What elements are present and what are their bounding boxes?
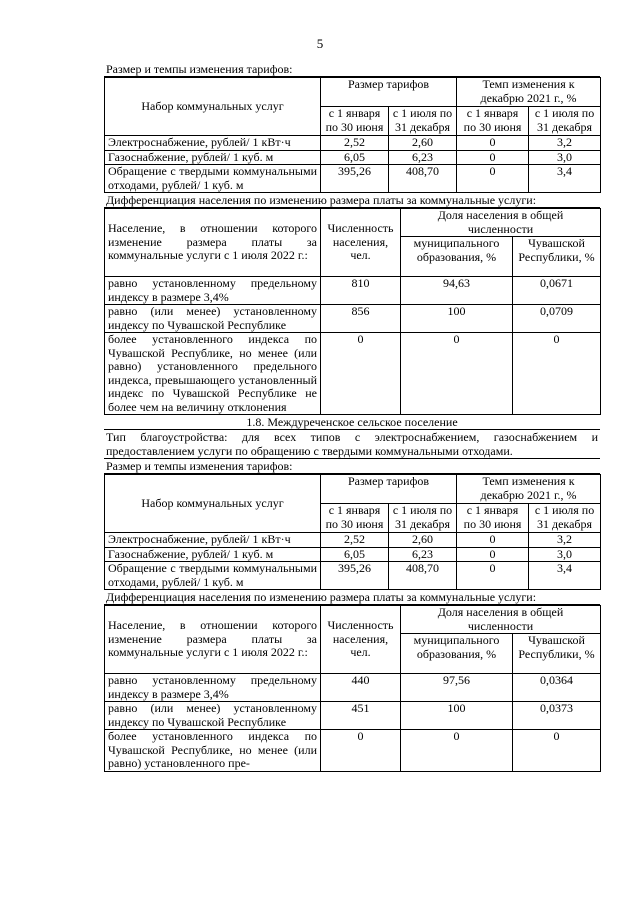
table-row	[105, 165, 601, 193]
cell: 0	[401, 730, 513, 772]
col-change-rate-header: Темп изменения к декабрю 2021 г., %	[457, 78, 601, 107]
table-row	[105, 674, 601, 702]
cell: 440	[321, 674, 401, 702]
tariff-table	[104, 77, 601, 193]
cell: 3,4	[529, 562, 601, 590]
col-from-jul: с 1 июля по 31 декабря	[389, 504, 457, 533]
cell: 0	[457, 547, 529, 562]
cell: 0	[513, 333, 601, 415]
cell: 810	[321, 277, 401, 305]
col-from-jan: с 1 января по 30 июня	[321, 504, 389, 533]
row-equal-label: равно установленному предельному индексу в размере 3,4%	[105, 674, 321, 702]
row-equal-label: равно установленному предельному индексу в размере 3,4%	[105, 277, 321, 305]
cell: 0	[457, 533, 529, 548]
cell: 94,63	[401, 277, 513, 305]
col-count-header: Численность населения, чел.	[321, 606, 401, 674]
col-republic-header: Чувашской Республики, %	[513, 237, 601, 277]
cell: 3,4	[529, 165, 601, 193]
row-waste-label: Обращение с твердыми коммунальными отходами, рублей/ 1 куб. м	[105, 165, 321, 193]
row-more-label: более установленного индекса по Чувашской Республике, но менее (или равно) установленного предельного индекса, превышающего установленный индекс по Чувашской Республике не более чем на величину отклонения	[105, 333, 321, 415]
col-count-header: Численность населения, чел.	[321, 209, 401, 277]
col-share-header: Доля населения в общей численности	[401, 606, 601, 634]
cell: 0	[321, 333, 401, 415]
table-row	[105, 136, 601, 151]
row-electric-label: Электроснабжение, рублей/ 1 кВт·ч	[105, 533, 321, 548]
cell: 100	[401, 702, 513, 730]
col-change-rate-header: Темп изменения к декабрю 2021 г., %	[457, 475, 601, 504]
cell: 451	[321, 702, 401, 730]
cell: 408,70	[389, 165, 457, 193]
page-number: 5	[316, 36, 324, 51]
tariff-table	[104, 474, 601, 590]
cell: 395,26	[321, 165, 389, 193]
cell: 6,23	[389, 547, 457, 562]
cell: 0,0671	[513, 277, 601, 305]
col-municipal-header: муниципального образования, %	[401, 237, 513, 277]
col-tariff-size-header: Размер тарифов	[321, 78, 457, 107]
col-share-header: Доля населения в общей численности	[401, 209, 601, 237]
diff-caption: Дифференциация населения по изменению размера платы за коммунальные услуги:	[104, 193, 600, 208]
row-waste-label: Обращение с твердыми коммунальными отходами, рублей/ 1 куб. м	[105, 562, 321, 590]
table-row	[105, 533, 601, 548]
cell: 6,05	[321, 547, 389, 562]
cell: 0	[457, 562, 529, 590]
cell: 0	[401, 333, 513, 415]
cell: 395,26	[321, 562, 389, 590]
col-tariff-size-header: Размер тарифов	[321, 475, 457, 504]
diff-table	[104, 208, 601, 415]
cell: 97,56	[401, 674, 513, 702]
section-heading: 1.8. Междуреченское сельское поселение	[104, 415, 600, 430]
cell: 100	[401, 305, 513, 333]
tariff-caption: Размер и темпы изменения тарифов:	[104, 62, 600, 77]
cell: 3,0	[529, 547, 601, 562]
col-from-jul: с 1 июля по 31 декабря	[529, 107, 601, 136]
row-more-label: более установленного индекса по Чувашской Республике, но менее (или равно) установленного пре-	[105, 730, 321, 772]
col-service-header: Набор коммунальных услуг	[105, 475, 321, 533]
table-row	[105, 150, 601, 165]
col-service-header: Набор коммунальных услуг	[105, 78, 321, 136]
cell: 6,23	[389, 150, 457, 165]
table-row	[105, 562, 601, 590]
col-from-jul: с 1 июля по 31 декабря	[529, 504, 601, 533]
cell: 0	[321, 730, 401, 772]
tariff-caption: Размер и темпы изменения тарифов:	[104, 458, 600, 474]
cell: 2,60	[389, 136, 457, 151]
cell: 2,52	[321, 136, 389, 151]
diff-table	[104, 605, 601, 772]
document-body	[104, 62, 600, 772]
cell: 856	[321, 305, 401, 333]
diff-caption: Дифференциация населения по изменению размера платы за коммунальные услуги:	[104, 590, 600, 605]
cell: 2,60	[389, 533, 457, 548]
cell: 0,0373	[513, 702, 601, 730]
cell: 3,0	[529, 150, 601, 165]
cell: 0	[457, 136, 529, 151]
cell: 0	[513, 730, 601, 772]
table-row	[105, 277, 601, 305]
col-republic-header: Чувашской Республики, %	[513, 634, 601, 674]
col-municipal-header: муниципального образования, %	[401, 634, 513, 674]
cell: 0	[457, 150, 529, 165]
table-row	[105, 702, 601, 730]
table-row	[105, 730, 601, 772]
row-gas-label: Газоснабжение, рублей/ 1 куб. м	[105, 150, 321, 165]
table-row	[105, 547, 601, 562]
cell: 0,0709	[513, 305, 601, 333]
table-row	[105, 305, 601, 333]
cell: 3,2	[529, 533, 601, 548]
cell: 6,05	[321, 150, 389, 165]
col-population-header: Население, в отношении которого изменение размера платы за коммунальные услуги с 1 июля 2022 г.:	[105, 606, 321, 674]
row-gas-label: Газоснабжение, рублей/ 1 куб. м	[105, 547, 321, 562]
col-from-jan: с 1 января по 30 июня	[457, 504, 529, 533]
cell: 3,2	[529, 136, 601, 151]
col-population-header: Население, в отношении которого изменение размера платы за коммунальные услуги с 1 июля 2022 г.:	[105, 209, 321, 277]
cell: 0	[457, 165, 529, 193]
cell: 0,0364	[513, 674, 601, 702]
row-less-label: равно (или менее) установленному индексу по Чувашской Республике	[105, 305, 321, 333]
row-electric-label: Электроснабжение, рублей/ 1 кВт·ч	[105, 136, 321, 151]
row-less-label: равно (или менее) установленному индексу по Чувашской Республике	[105, 702, 321, 730]
cell: 408,70	[389, 562, 457, 590]
col-from-jul: с 1 июля по 31 декабря	[389, 107, 457, 136]
col-from-jan: с 1 января по 30 июня	[457, 107, 529, 136]
cell: 2,52	[321, 533, 389, 548]
type-text: Тип благоустройства: для всех типов с электроснабжением, газоснабжением и предоставлением услуги по обращению с твердыми коммунальными отходами.	[106, 430, 598, 458]
col-from-jan: с 1 января по 30 июня	[321, 107, 389, 136]
table-row	[105, 333, 601, 415]
